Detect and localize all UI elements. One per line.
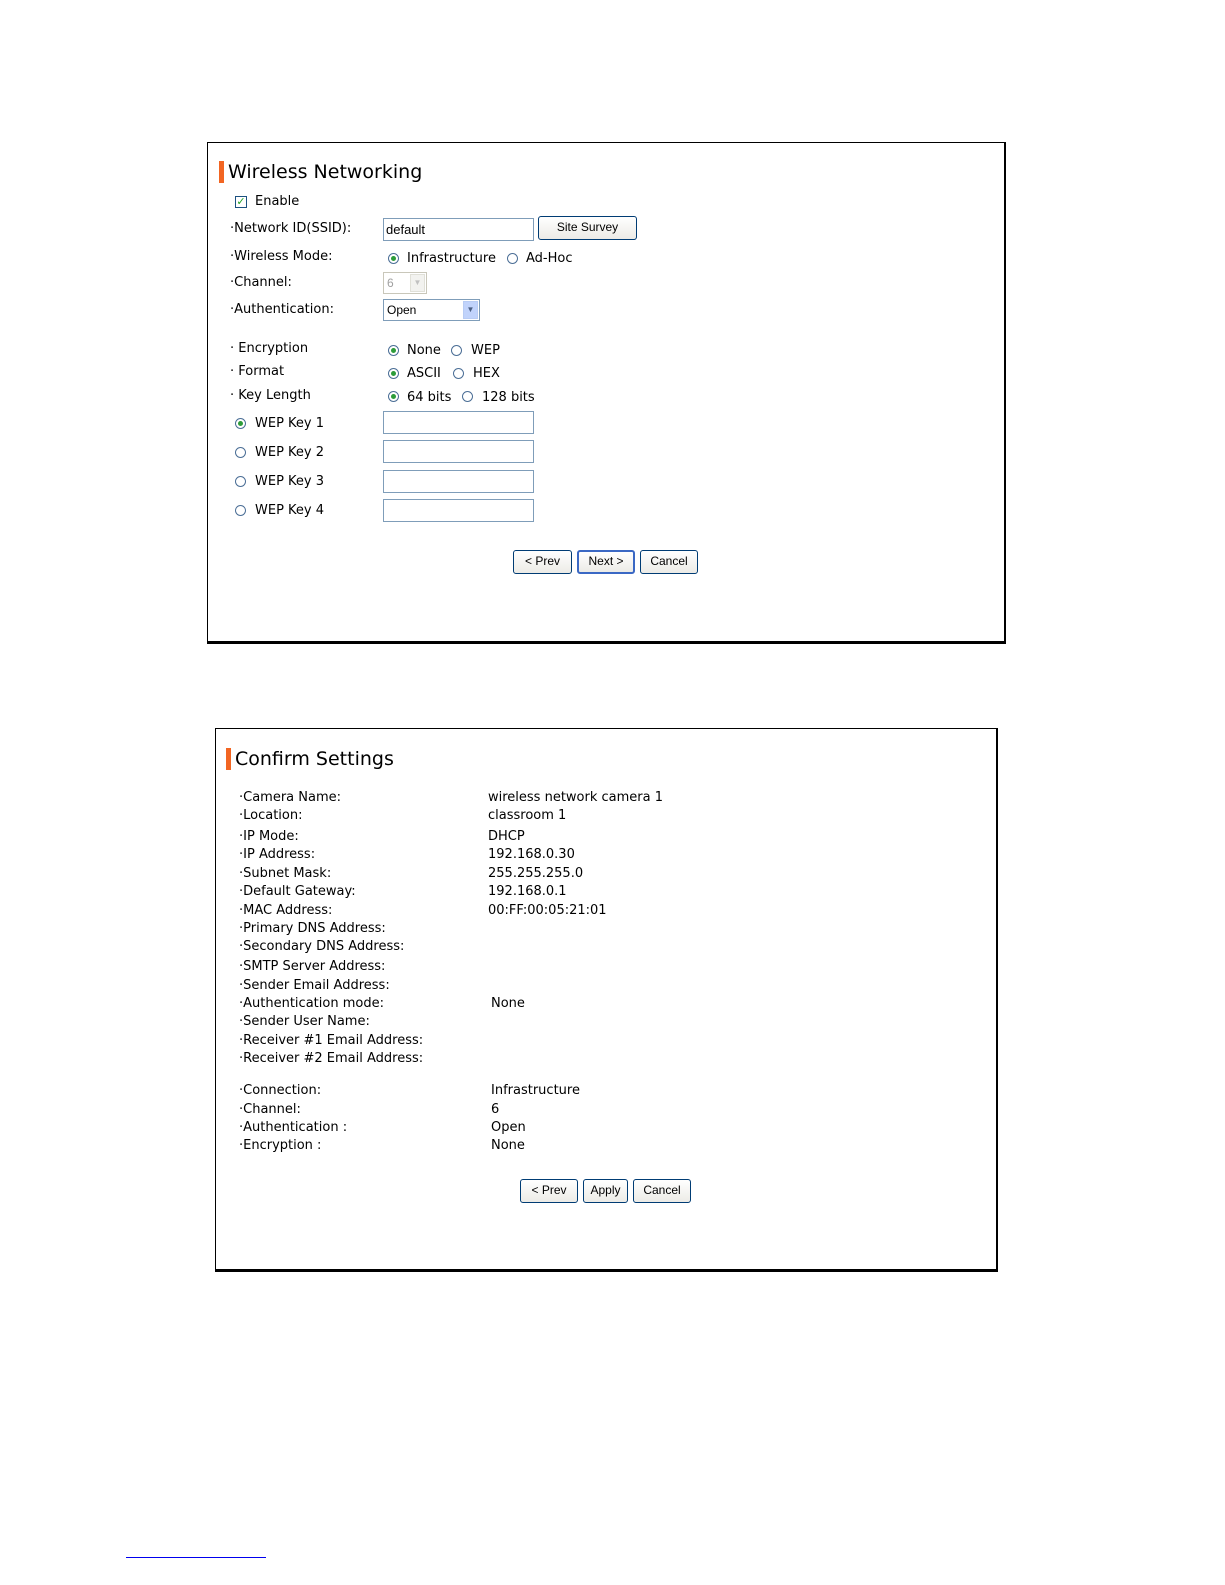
format-ascii-label: ASCII (407, 366, 441, 381)
confirm-row-label: ·Secondary DNS Address: (239, 939, 405, 954)
channel-label: ·Channel: (230, 275, 292, 290)
confirm-row-value: None (491, 996, 525, 1011)
format-hex-radio[interactable] (453, 368, 464, 379)
confirm-row-value: 255.255.255.0 (488, 866, 584, 881)
confirm-row-value: 192.168.0.1 (488, 884, 567, 899)
format-label: · Format (230, 364, 285, 379)
channel-value: 6 (387, 276, 394, 290)
wep-key-3-radio[interactable] (235, 476, 246, 487)
keylength-128-label: 128 bits (482, 390, 535, 405)
confirm-row-label: ·Subnet Mask: (239, 866, 332, 881)
mode-infrastructure-radio[interactable] (388, 253, 399, 264)
key-length-label: · Key Length (230, 388, 311, 403)
keylength-64-radio[interactable] (388, 391, 399, 402)
footer-link-underline (126, 1557, 266, 1558)
encryption-none-label: None (407, 343, 441, 358)
confirm-row-label: ·Receiver #2 Email Address: (239, 1051, 424, 1066)
mode-infrastructure-label: Infrastructure (407, 251, 496, 266)
confirm-row-label: ·MAC Address: (239, 903, 333, 918)
confirm-row-label: ·SMTP Server Address: (239, 959, 386, 974)
confirm-row-label: ·Sender Email Address: (239, 978, 390, 993)
confirm-row-label: ·Connection: (239, 1083, 322, 1098)
confirm-row-value: 192.168.0.30 (488, 847, 575, 862)
encryption-none-radio[interactable] (388, 345, 399, 356)
encryption-wep-radio[interactable] (451, 345, 462, 356)
site-survey-button[interactable]: Site Survey (538, 216, 637, 240)
format-hex-label: HEX (473, 366, 500, 381)
next-button[interactable]: Next > (577, 550, 635, 574)
confirm-row-label: ·Authentication : (239, 1120, 348, 1135)
mode-adhoc-radio[interactable] (507, 253, 518, 264)
cancel-button[interactable]: Cancel (640, 550, 698, 574)
enable-label: Enable (255, 194, 300, 209)
confirm-row-label: ·IP Mode: (239, 829, 299, 844)
cancel-button[interactable]: Cancel (633, 1179, 691, 1203)
wep-key-2-radio[interactable] (235, 447, 246, 458)
wep-key-4-radio[interactable] (235, 505, 246, 516)
channel-select[interactable] (383, 272, 427, 294)
authentication-value: Open (387, 303, 417, 317)
confirm-row-value: classroom 1 (488, 808, 567, 823)
encryption-label: · Encryption (230, 341, 309, 356)
wireless-networking-panel (207, 142, 1006, 644)
confirm-row-label: ·Camera Name: (239, 790, 342, 805)
confirm-row-value: wireless network camera 1 (488, 790, 664, 805)
authentication-select[interactable] (383, 299, 480, 321)
wep-key-3-input[interactable] (383, 470, 534, 493)
confirm-row-label: ·Receiver #1 Email Address: (239, 1033, 424, 1048)
apply-button[interactable]: Apply (583, 1179, 628, 1203)
confirm-row-value: 00:FF:00:05:21:01 (488, 903, 607, 918)
ssid-label: ·Network ID(SSID): (230, 221, 352, 236)
wep-key-1-label: WEP Key 1 (255, 416, 325, 431)
wep-key-1-radio[interactable] (235, 418, 246, 429)
confirm-row-label: ·IP Address: (239, 847, 316, 862)
keylength-64-label: 64 bits (407, 390, 452, 405)
confirm-row-label: ·Encryption : (239, 1138, 322, 1153)
confirm-row-label: ·Channel: (239, 1102, 301, 1117)
wireless-mode-label: ·Wireless Mode: (230, 249, 333, 264)
confirm-title: Confirm Settings (235, 748, 394, 770)
ssid-input[interactable]: default (383, 218, 534, 241)
wep-key-4-label: WEP Key 4 (255, 503, 325, 518)
wep-key-1-input[interactable] (383, 411, 534, 434)
wep-key-2-label: WEP Key 2 (255, 445, 325, 460)
confirm-row-value: 6 (491, 1102, 500, 1117)
wep-key-3-label: WEP Key 3 (255, 474, 325, 489)
authentication-label: ·Authentication: (230, 302, 334, 317)
confirm-row-label: ·Sender User Name: (239, 1014, 370, 1029)
confirm-row-value: Infrastructure (491, 1083, 580, 1098)
confirm-row-label: ·Authentication mode: (239, 996, 384, 1011)
encryption-wep-label: WEP (471, 343, 500, 358)
confirm-row-value: Open (491, 1120, 526, 1135)
confirm-row-value: None (491, 1138, 525, 1153)
enable-checkbox[interactable]: ✓ (236, 195, 246, 208)
mode-adhoc-label: Ad-Hoc (526, 251, 573, 266)
confirm-row-value: DHCP (488, 829, 525, 844)
keylength-128-radio[interactable] (462, 391, 473, 402)
confirm-row-label: ·Default Gateway: (239, 884, 356, 899)
confirm-settings-panel (215, 728, 998, 1272)
wireless-title: Wireless Networking (228, 161, 423, 183)
chevron-down-icon: ▼ (410, 274, 425, 292)
format-ascii-radio[interactable] (388, 368, 399, 379)
confirm-row-label: ·Primary DNS Address: (239, 921, 386, 936)
prev-button[interactable]: < Prev (513, 550, 572, 574)
wep-key-2-input[interactable] (383, 440, 534, 463)
wep-key-4-input[interactable] (383, 499, 534, 522)
confirm-row-label: ·Location: (239, 808, 303, 823)
chevron-down-icon: ▼ (463, 301, 478, 319)
prev-button[interactable]: < Prev (520, 1179, 578, 1203)
